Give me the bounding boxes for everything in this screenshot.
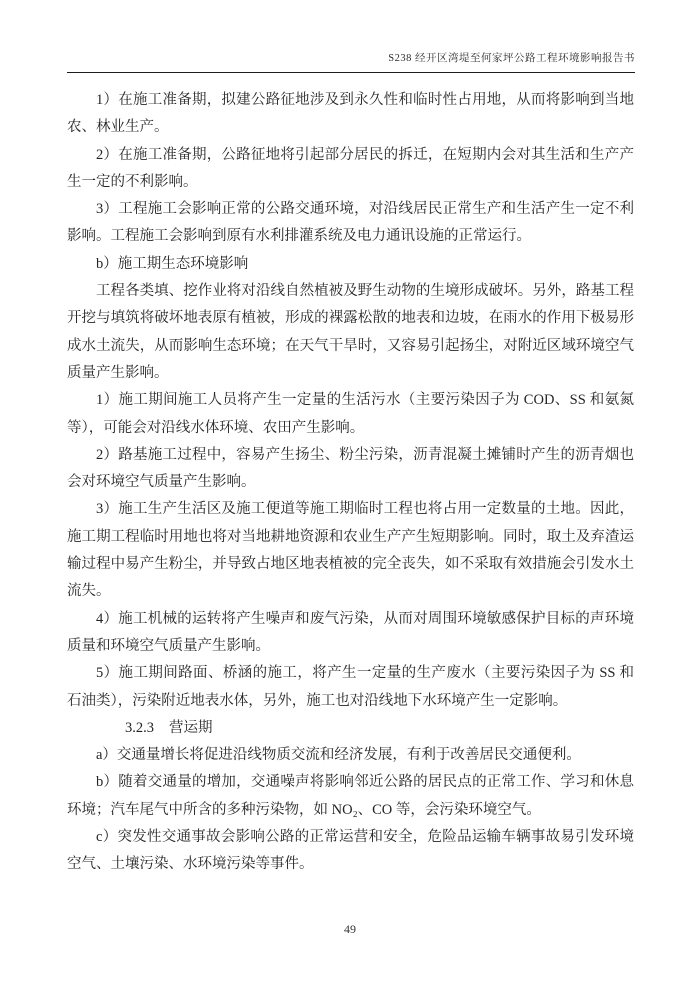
paragraph: b）施工期生态环境影响 (96, 255, 249, 272)
paragraph: 1）在施工准备期，拟建公路征地涉及到永久性和临时性占用地，从而将影响到当地农、林业生产。 (67, 92, 634, 136)
paragraph: 工程各类填、挖作业将对沿线自然植被及野生动物的生境形成破坏。另外，路基工程开挖与填筑将破坏地表原有植被，形成的裸露松散的地表和边坡，在雨水的作用下极易形成水土流失，从而影响生态环境；在天气干旱时，又容易引起扬尘，对附近区域环境空气质量产生影响。 (67, 283, 634, 381)
page-header (67, 50, 635, 73)
paragraph: a）交通量增长将促进沿线物质交流和经济发展，有利于改善居民交通便利。 (96, 747, 581, 764)
paragraph: b）随着交通量的增加，交通噪声将影响邻近公路的居民点的正常工作、学习和休息环境；汽车尾气中所含的多种污染物，如 NO₂、CO 等，会污染环境空气。 (67, 774, 634, 818)
section-heading-title: 营运期 (169, 719, 213, 736)
document-body (67, 87, 634, 879)
paragraph: c）突发性交通事故会影响公路的正常运营和安全，危险品运输车辆事故易引发环境空气、土壤污染、水环境污染等事件。 (67, 829, 634, 873)
page-number: 49 (344, 922, 356, 936)
paragraph: 3）工程施工会影响正常的公路交通环境，对沿线居民正常生产和生活产生一定不利影响。工程施工会影响到原有水利排灌系统及电力通讯设施的正常运行。 (67, 201, 634, 245)
paragraph: 3）施工生产生活区及施工便道等施工期临时工程也将占用一定数量的土地。因此，施工期工程临时用地也将对当地耕地资源和农业生产产生短期影响。同时，取土及弃渣运输过程中易产生粉尘，并导致占地区地表植被的完全丧失，如不采取有效措施会引发水土流失。 (67, 501, 634, 600)
paragraph: 4）施工机械的运转将产生噪声和废气污染，从而对周围环境敏感保护目标的声环境质量和环境空气质量产生影响。 (67, 610, 634, 654)
paragraph: 2）在施工准备期，公路征地将引起部分居民的拆迁，在短期内会对其生活和生产产生一定的不利影响。 (67, 146, 634, 190)
paragraph: 2）路基施工过程中，容易产生扬尘、粉尘污染，沥青混凝土摊铺时产生的沥青烟也会对环境空气质量产生影响。 (67, 446, 634, 491)
section-heading (67, 715, 634, 742)
section-heading-number: 3.2.3 (125, 719, 154, 736)
header-title: S238 经开区湾堤至何家坪公路工程环境影响报告书 (388, 53, 635, 64)
paragraph: 5）施工期间路面、桥涵的施工，将产生一定量的生产废水（主要污染因子为 SS 和石油类），污染附近地表水体，另外，施工也对沿线地下水环境产生一定影响。 (67, 665, 634, 709)
paragraph: 1）施工期间施工人员将产生一定量的生活污水（主要污染因子为 COD、SS 和氨氮等），可能会对沿线水体环境、农田产生影响。 (67, 392, 634, 436)
